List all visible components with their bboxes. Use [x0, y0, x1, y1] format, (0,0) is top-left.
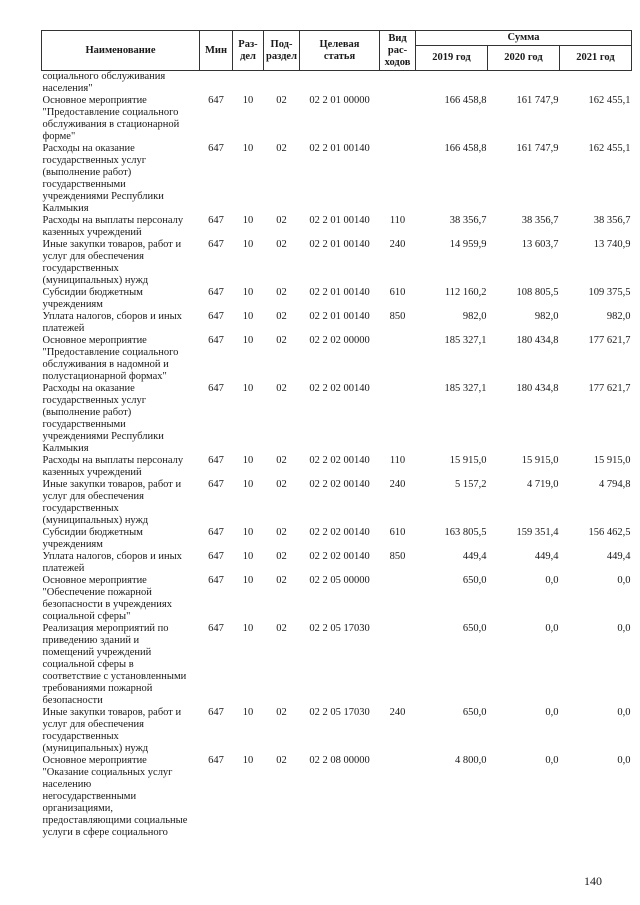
header-year-2020: 2020 год: [488, 46, 560, 71]
table-row: [42, 575, 632, 623]
cell-sum-2021: 13 740,9: [593, 239, 631, 250]
cell-podrazdel: 02: [276, 575, 287, 586]
cell-vid: 240: [389, 479, 406, 490]
cell-min: 647: [208, 551, 224, 562]
cell-sum-2020: 161 747,9: [516, 143, 559, 154]
cell-celevaya: 02 2 01 00140: [309, 215, 370, 226]
cell-podrazdel: 02: [276, 551, 287, 562]
cell-podrazdel: 02: [276, 479, 287, 490]
cell-podrazdel: 02: [276, 383, 287, 394]
cell-celevaya: 02 2 02 00140: [309, 383, 370, 394]
cell-sum-2021: 0,0: [617, 755, 631, 766]
cell-celevaya: 02 2 02 00140: [309, 527, 370, 538]
cell-name: Основное мероприятие "Предоставление социального обслуживания в стационарной форме": [42, 95, 180, 142]
cell-celevaya: 02 2 05 00000: [309, 575, 370, 586]
cell-min: 647: [208, 335, 224, 346]
cell-vid: 610: [389, 527, 406, 538]
cell-razdel: 10: [242, 707, 254, 718]
cell-vid: 240: [389, 239, 406, 250]
cell-sum-2019: 166 458,8: [444, 143, 487, 154]
cell-min: [200, 71, 233, 96]
cell-name: Расходы на оказание государственных услуг (выполнение работ) государственными учреждениями Республики Калмыкия: [42, 383, 164, 454]
table-row: [42, 707, 632, 755]
cell-vid: [380, 623, 416, 707]
cell-sum-2020: 161 747,9: [516, 95, 559, 106]
header-year-2019: 2019 год: [416, 46, 488, 71]
cell-sum-2021: [560, 71, 632, 96]
cell-min: 647: [208, 383, 224, 394]
cell-celevaya: 02 2 01 00140: [309, 239, 370, 250]
cell-celevaya: [300, 71, 380, 96]
table-row: [42, 527, 632, 551]
cell-razdel: 10: [242, 311, 254, 322]
cell-min: 647: [208, 311, 224, 322]
cell-sum-2020: 180 434,8: [516, 383, 559, 394]
cell-sum-2021: 0,0: [617, 575, 631, 586]
cell-sum-2021: 15 915,0: [593, 455, 631, 466]
cell-razdel: 10: [242, 623, 254, 634]
cell-sum-2020: 13 603,7: [521, 239, 559, 250]
cell-sum-2019: 38 356,7: [449, 215, 487, 226]
cell-sum-2021: 0,0: [617, 707, 631, 718]
cell-min: 647: [208, 755, 224, 766]
cell-name: Реализация мероприятий по приведению зданий и помещений учреждений социальной сферы в соответствие с установленными требованиями пожарной безопасности: [42, 623, 187, 706]
cell-vid: 850: [389, 551, 406, 562]
cell-name: Уплата налогов, сборов и иных платежей: [42, 551, 182, 574]
cell-sum-2020: [488, 71, 560, 96]
header-name: Наименование: [42, 31, 200, 71]
cell-sum-2021: 982,0: [606, 311, 631, 322]
cell-sum-2020: 0,0: [545, 575, 559, 586]
cell-vid: 110: [389, 455, 406, 466]
page-number: 140: [584, 874, 602, 888]
cell-name: Расходы на выплаты персоналу казенных учреждений: [42, 215, 184, 238]
cell-sum-2019: 166 458,8: [444, 95, 487, 106]
cell-podrazdel: 02: [276, 623, 287, 634]
table-row: [42, 455, 632, 479]
cell-podrazdel: 02: [276, 455, 287, 466]
header-razdel: Раз- дел: [233, 31, 264, 71]
cell-vid: [380, 95, 416, 143]
cell-sum-2020: 0,0: [545, 623, 559, 634]
cell-name: Основное мероприятие "Предоставление социального обслуживания в надомной и полустационарной формах": [42, 335, 179, 382]
table-row: [42, 335, 632, 383]
header-summa: Сумма: [416, 31, 632, 46]
cell-podrazdel: 02: [276, 215, 287, 226]
cell-razdel: 10: [242, 755, 254, 766]
cell-name: Расходы на выплаты персоналу казенных учреждений: [42, 455, 184, 478]
cell-podrazdel: 02: [276, 95, 287, 106]
cell-sum-2020: 38 356,7: [521, 215, 559, 226]
table-row: [42, 479, 632, 527]
cell-podrazdel: 02: [276, 143, 287, 154]
cell-sum-2019: 449,4: [462, 551, 487, 562]
cell-sum-2019: [416, 71, 488, 96]
cell-name: Основное мероприятие "Оказание социальных услуг населению негосударственными организациями, предоставляющими социальные услуги в сфере социального: [42, 755, 188, 838]
cell-name: Субсидии бюджетным учреждениям: [42, 287, 143, 310]
table-header: [42, 31, 632, 71]
cell-razdel: 10: [242, 239, 254, 250]
header-celevaya: Целевая статья: [300, 31, 380, 71]
cell-min: 647: [208, 215, 224, 226]
budget-table-sheet: [41, 30, 631, 839]
cell-min: 647: [208, 527, 224, 538]
cell-min: 647: [208, 575, 224, 586]
cell-sum-2019: 4 800,0: [455, 755, 487, 766]
cell-sum-2019: 15 915,0: [449, 455, 487, 466]
cell-name: Уплата налогов, сборов и иных платежей: [42, 311, 182, 334]
cell-min: 647: [208, 143, 224, 154]
cell-podrazdel: 02: [276, 335, 287, 346]
cell-name: Расходы на оказание государственных услуг (выполнение работ) государственными учреждениями Республики Калмыкия: [42, 143, 164, 214]
cell-vid: 240: [389, 707, 406, 718]
cell-vid: [380, 335, 416, 383]
cell-sum-2020: 108 805,5: [516, 287, 559, 298]
table-row: [42, 755, 632, 839]
cell-celevaya: 02 2 01 00000: [309, 95, 370, 106]
cell-name: Иные закупки товаров, работ и услуг для обеспечения государственных (муниципальных) нужд: [42, 239, 182, 286]
cell-min: 647: [208, 287, 224, 298]
table-row: [42, 215, 632, 239]
cell-podrazdel: 02: [276, 707, 287, 718]
cell-sum-2021: 162 455,1: [588, 95, 631, 106]
cell-sum-2019: 185 327,1: [444, 335, 487, 346]
cell-sum-2020: 180 434,8: [516, 335, 559, 346]
cell-sum-2021: 162 455,1: [588, 143, 631, 154]
cell-sum-2021: 156 462,5: [588, 527, 631, 538]
cell-celevaya: 02 2 05 17030: [309, 623, 370, 634]
cell-sum-2020: 449,4: [534, 551, 559, 562]
cell-sum-2021: 449,4: [606, 551, 631, 562]
table-body: [42, 71, 632, 840]
cell-name: Основное мероприятие "Обеспечение пожарной безопасности в учреждениях социальной сферы": [42, 575, 172, 622]
cell-min: 647: [208, 623, 224, 634]
cell-sum-2020: 15 915,0: [521, 455, 559, 466]
cell-razdel: 10: [242, 287, 254, 298]
cell-razdel: 10: [242, 527, 254, 538]
cell-sum-2020: 0,0: [545, 755, 559, 766]
cell-celevaya: 02 2 02 00140: [309, 551, 370, 562]
cell-sum-2019: 982,0: [462, 311, 487, 322]
cell-sum-2019: 185 327,1: [444, 383, 487, 394]
header-vid: Вид рас- ходов: [380, 31, 416, 71]
cell-sum-2021: 38 356,7: [593, 215, 631, 226]
cell-name: Иные закупки товаров, работ и услуг для обеспечения государственных (муниципальных) нужд: [42, 479, 182, 526]
cell-name: Субсидии бюджетным учреждениям: [42, 527, 143, 550]
cell-vid: 610: [389, 287, 406, 298]
cell-sum-2021: 109 375,5: [588, 287, 631, 298]
cell-sum-2021: 177 621,7: [588, 383, 631, 394]
cell-podrazdel: 02: [276, 239, 287, 250]
header-min: Мин: [200, 31, 233, 71]
cell-celevaya: 02 2 02 00140: [309, 479, 370, 490]
cell-sum-2021: 0,0: [617, 623, 631, 634]
cell-sum-2019: 163 805,5: [444, 527, 487, 538]
cell-razdel: 10: [242, 479, 254, 490]
cell-podrazdel: 02: [276, 527, 287, 538]
cell-vid: [380, 383, 416, 455]
cell-razdel: 10: [242, 551, 254, 562]
cell-min: 647: [208, 479, 224, 490]
cell-razdel: [233, 71, 264, 96]
cell-sum-2019: 650,0: [462, 575, 487, 586]
cell-razdel: 10: [242, 575, 254, 586]
cell-sum-2019: 5 157,2: [455, 479, 487, 490]
cell-podrazdel: 02: [276, 311, 287, 322]
cell-sum-2020: 982,0: [534, 311, 559, 322]
header-year-2021: 2021 год: [560, 46, 632, 71]
cell-celevaya: 02 2 08 00000: [309, 755, 370, 766]
cell-celevaya: 02 2 05 17030: [309, 707, 370, 718]
cell-min: 647: [208, 707, 224, 718]
cell-podrazdel: 02: [276, 755, 287, 766]
table-row: [42, 311, 632, 335]
cell-razdel: 10: [242, 95, 254, 106]
cell-sum-2021: 4 794,8: [599, 479, 631, 490]
cell-sum-2020: 0,0: [545, 707, 559, 718]
cell-sum-2021: 177 621,7: [588, 335, 631, 346]
cell-min: 647: [208, 95, 224, 106]
cell-sum-2019: 14 959,9: [449, 239, 487, 250]
cell-sum-2019: 112 160,2: [444, 287, 487, 298]
cell-celevaya: 02 2 01 00140: [309, 287, 370, 298]
cell-celevaya: 02 2 02 00000: [309, 335, 370, 346]
cell-name: Иные закупки товаров, работ и услуг для обеспечения государственных (муниципальных) нужд: [42, 707, 182, 754]
table-row: [42, 71, 632, 96]
table-row: [42, 383, 632, 455]
table-row: [42, 143, 632, 215]
budget-table: [41, 30, 632, 839]
cell-razdel: 10: [242, 335, 254, 346]
table-row: [42, 95, 632, 143]
cell-celevaya: 02 2 02 00140: [309, 455, 370, 466]
cell-razdel: 10: [242, 383, 254, 394]
cell-sum-2020: 159 351,4: [516, 527, 559, 538]
table-row: [42, 239, 632, 287]
cell-min: 647: [208, 239, 224, 250]
cell-vid: [380, 755, 416, 839]
cell-razdel: 10: [242, 143, 254, 154]
table-row: [42, 623, 632, 707]
cell-podrazdel: 02: [276, 287, 287, 298]
cell-vid: 110: [389, 215, 406, 226]
cell-min: 647: [208, 455, 224, 466]
cell-vid: [380, 575, 416, 623]
cell-razdel: 10: [242, 215, 254, 226]
cell-vid: [380, 143, 416, 215]
table-row: [42, 287, 632, 311]
cell-vid: 850: [389, 311, 406, 322]
cell-celevaya: 02 2 01 00140: [309, 143, 370, 154]
cell-name: социального обслуживания населения": [42, 71, 166, 94]
cell-razdel: 10: [242, 455, 254, 466]
cell-sum-2019: 650,0: [462, 623, 487, 634]
cell-sum-2020: 4 719,0: [527, 479, 559, 490]
header-podrazdel: Под- раздел: [264, 31, 300, 71]
cell-vid: [380, 71, 416, 96]
cell-celevaya: 02 2 01 00140: [309, 311, 370, 322]
cell-sum-2019: 650,0: [462, 707, 487, 718]
table-row: [42, 551, 632, 575]
cell-podrazdel: [264, 71, 300, 96]
